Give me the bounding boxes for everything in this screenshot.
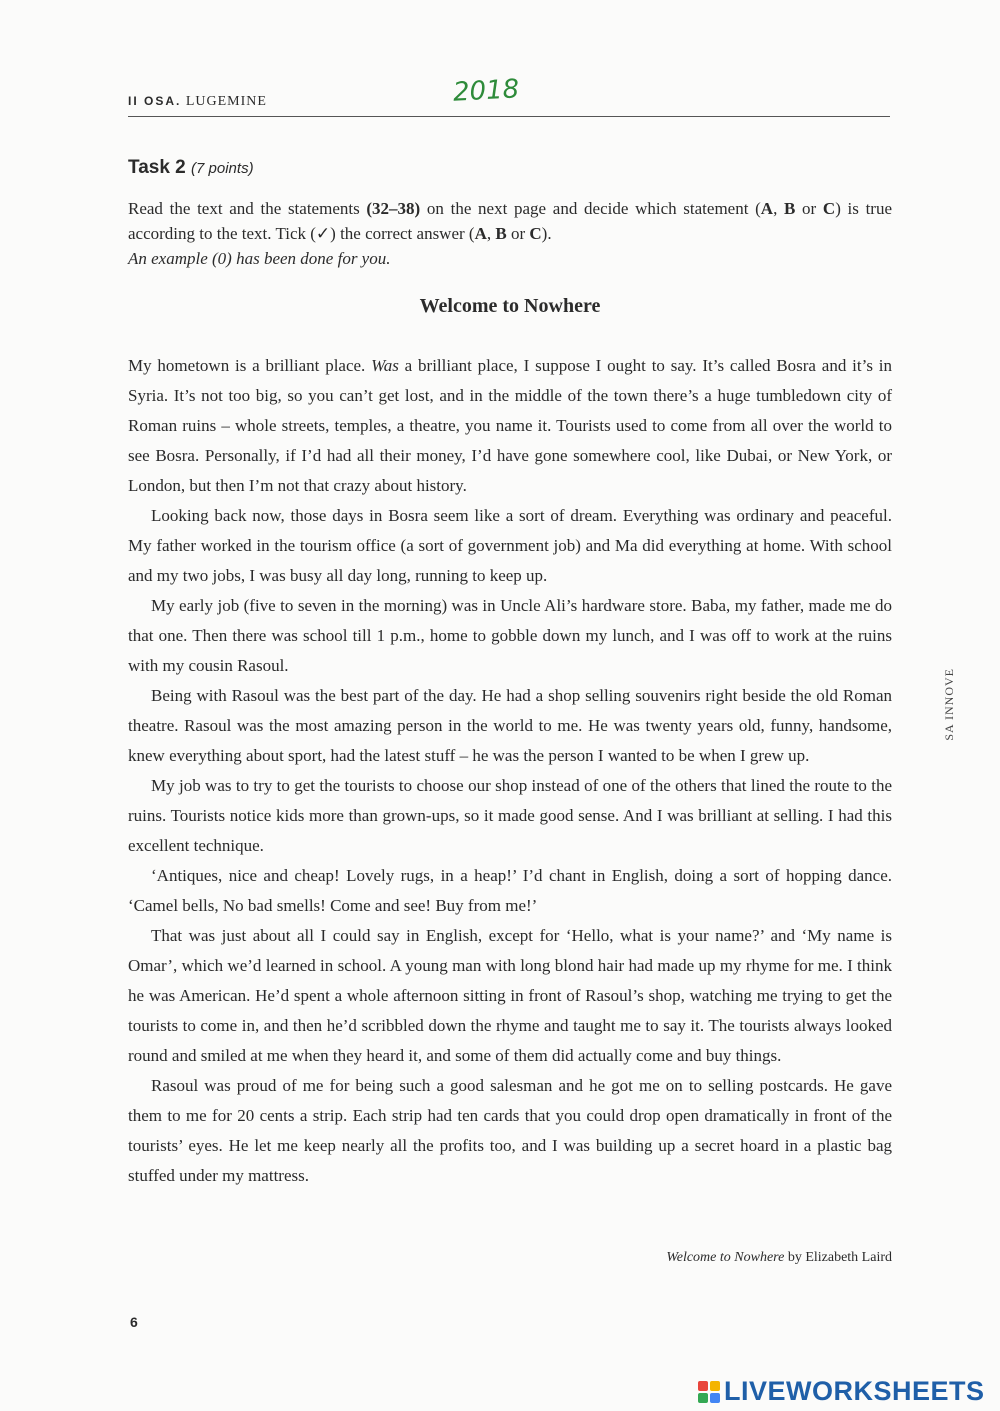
header-divider — [128, 116, 890, 117]
story-paragraph: That was just about all I could say in English, except for ‘Hello, what is your name?’ and ‘My name is Omar’, which we’d learned in school. A young man with long blond hair had made up my rhyme for me. I think he was American. He’d spent a whole afternoon sitting in front of Rasoul’s shop, watching me trying to get the tourists to come in, and then he’d scribbled down the rhyme and taught me to say it. The tourists always looked round and smiled at me when they heard it, and some of them did actually come and buy things. — [128, 926, 892, 1065]
instruction-example: An example (0) has been done for you. — [128, 249, 391, 268]
story-paragraph: My job was to try to get the tourists to choose our shop instead of one of the others that lined the route to the ruins. Tourists notice kids more than grown-ups, so it made good sense. And I was brilliant at selling. I had this excellent technique. — [128, 776, 892, 855]
story-body — [128, 351, 892, 1191]
task-title — [128, 157, 254, 179]
citation — [666, 1250, 892, 1266]
citation-title: Welcome to Nowhere — [666, 1250, 785, 1265]
brand-name: LIVEWORKSHEETS — [724, 1376, 985, 1406]
task-points: (7 points) — [191, 160, 254, 177]
brand-logo-icon — [698, 1381, 720, 1403]
handwritten-year: 2018 — [452, 74, 520, 108]
story-paragraph: Being with Rasoul was the best part of the day. He had a shop selling souvenirs right beside the old Roman theatre. Rasoul was the most amazing person in the world to me. He was twenty years old, funny, handsome, knew everything about sport, had the latest stuff – he was the person I wanted to be when I grew up. — [128, 686, 892, 765]
logo-square — [698, 1393, 708, 1403]
story-title: Welcome to Nowhere — [419, 295, 601, 317]
story-paragraph: My hometown is a brilliant place. Was a brilliant place, I suppose I ought to say. It’s called Bosra and it’s in Syria. It’s not too big, so you can’t get lost, and in the middle of the town there’s a huge tumbledown city of Roman ruins – whole streets, temples, a theatre, you name it. Tourists used to come from all over the world to see Bosra. Personally, if I’d had all their money, I’d have gone somewhere cool, like Dubai, or New York, or London, but then I’m not that crazy about history. — [128, 356, 892, 495]
instruction-main: Read the text and the statements (32–38) on the next page and decide which statement (A, B or C) is true according to the text. Tick (✓) the correct answer (A, B or C). — [128, 199, 892, 243]
side-label: SA INNOVE — [942, 668, 956, 741]
logo-square — [710, 1381, 720, 1391]
story-paragraph: Looking back now, those days in Bosra seem like a sort of dream. Everything was ordinary and peaceful. My father worked in the tourism office (a sort of government job) and Ma did everything at home. With school and my two jobs, I was busy all day long, running to keep up. — [128, 506, 892, 585]
section-label-rest: LUGEMINE — [185, 94, 267, 109]
section-label-bold: II OSA. — [128, 94, 182, 108]
section-label — [128, 94, 267, 110]
task-title-text: Task 2 — [128, 157, 186, 178]
story-paragraph: My early job (five to seven in the morning) was in Uncle Ali’s hardware store. Baba, my father, made me do that one. Then there was school till 1 p.m., home to gobble down my lunch, and I was off to work at the ruins with my cousin Rasoul. — [128, 596, 892, 675]
logo-square — [698, 1381, 708, 1391]
logo-square — [710, 1393, 720, 1403]
citation-author: by Elizabeth Laird — [787, 1250, 892, 1265]
story-paragraph: Rasoul was proud of me for being such a good salesman and he got me on to selling postcards. He gave them to me for 20 cents a strip. Each strip had ten cards that you could drop open dramatically in front of the tourists’ eyes. He let me keep nearly all the profits too, and I was building up a secret hoard in a plastic bag stuffed under my mattress. — [128, 1076, 892, 1185]
page-number: 6 — [130, 1314, 138, 1330]
brand-watermark[interactable] — [698, 1376, 985, 1407]
story-paragraph: ‘Antiques, nice and cheap! Lovely rugs, in a heap!’ I’d chant in English, doing a sort of hopping dance. ‘Camel bells, No bad smells! Come and see! Buy from me!’ — [128, 866, 892, 915]
task-instructions — [128, 196, 892, 271]
